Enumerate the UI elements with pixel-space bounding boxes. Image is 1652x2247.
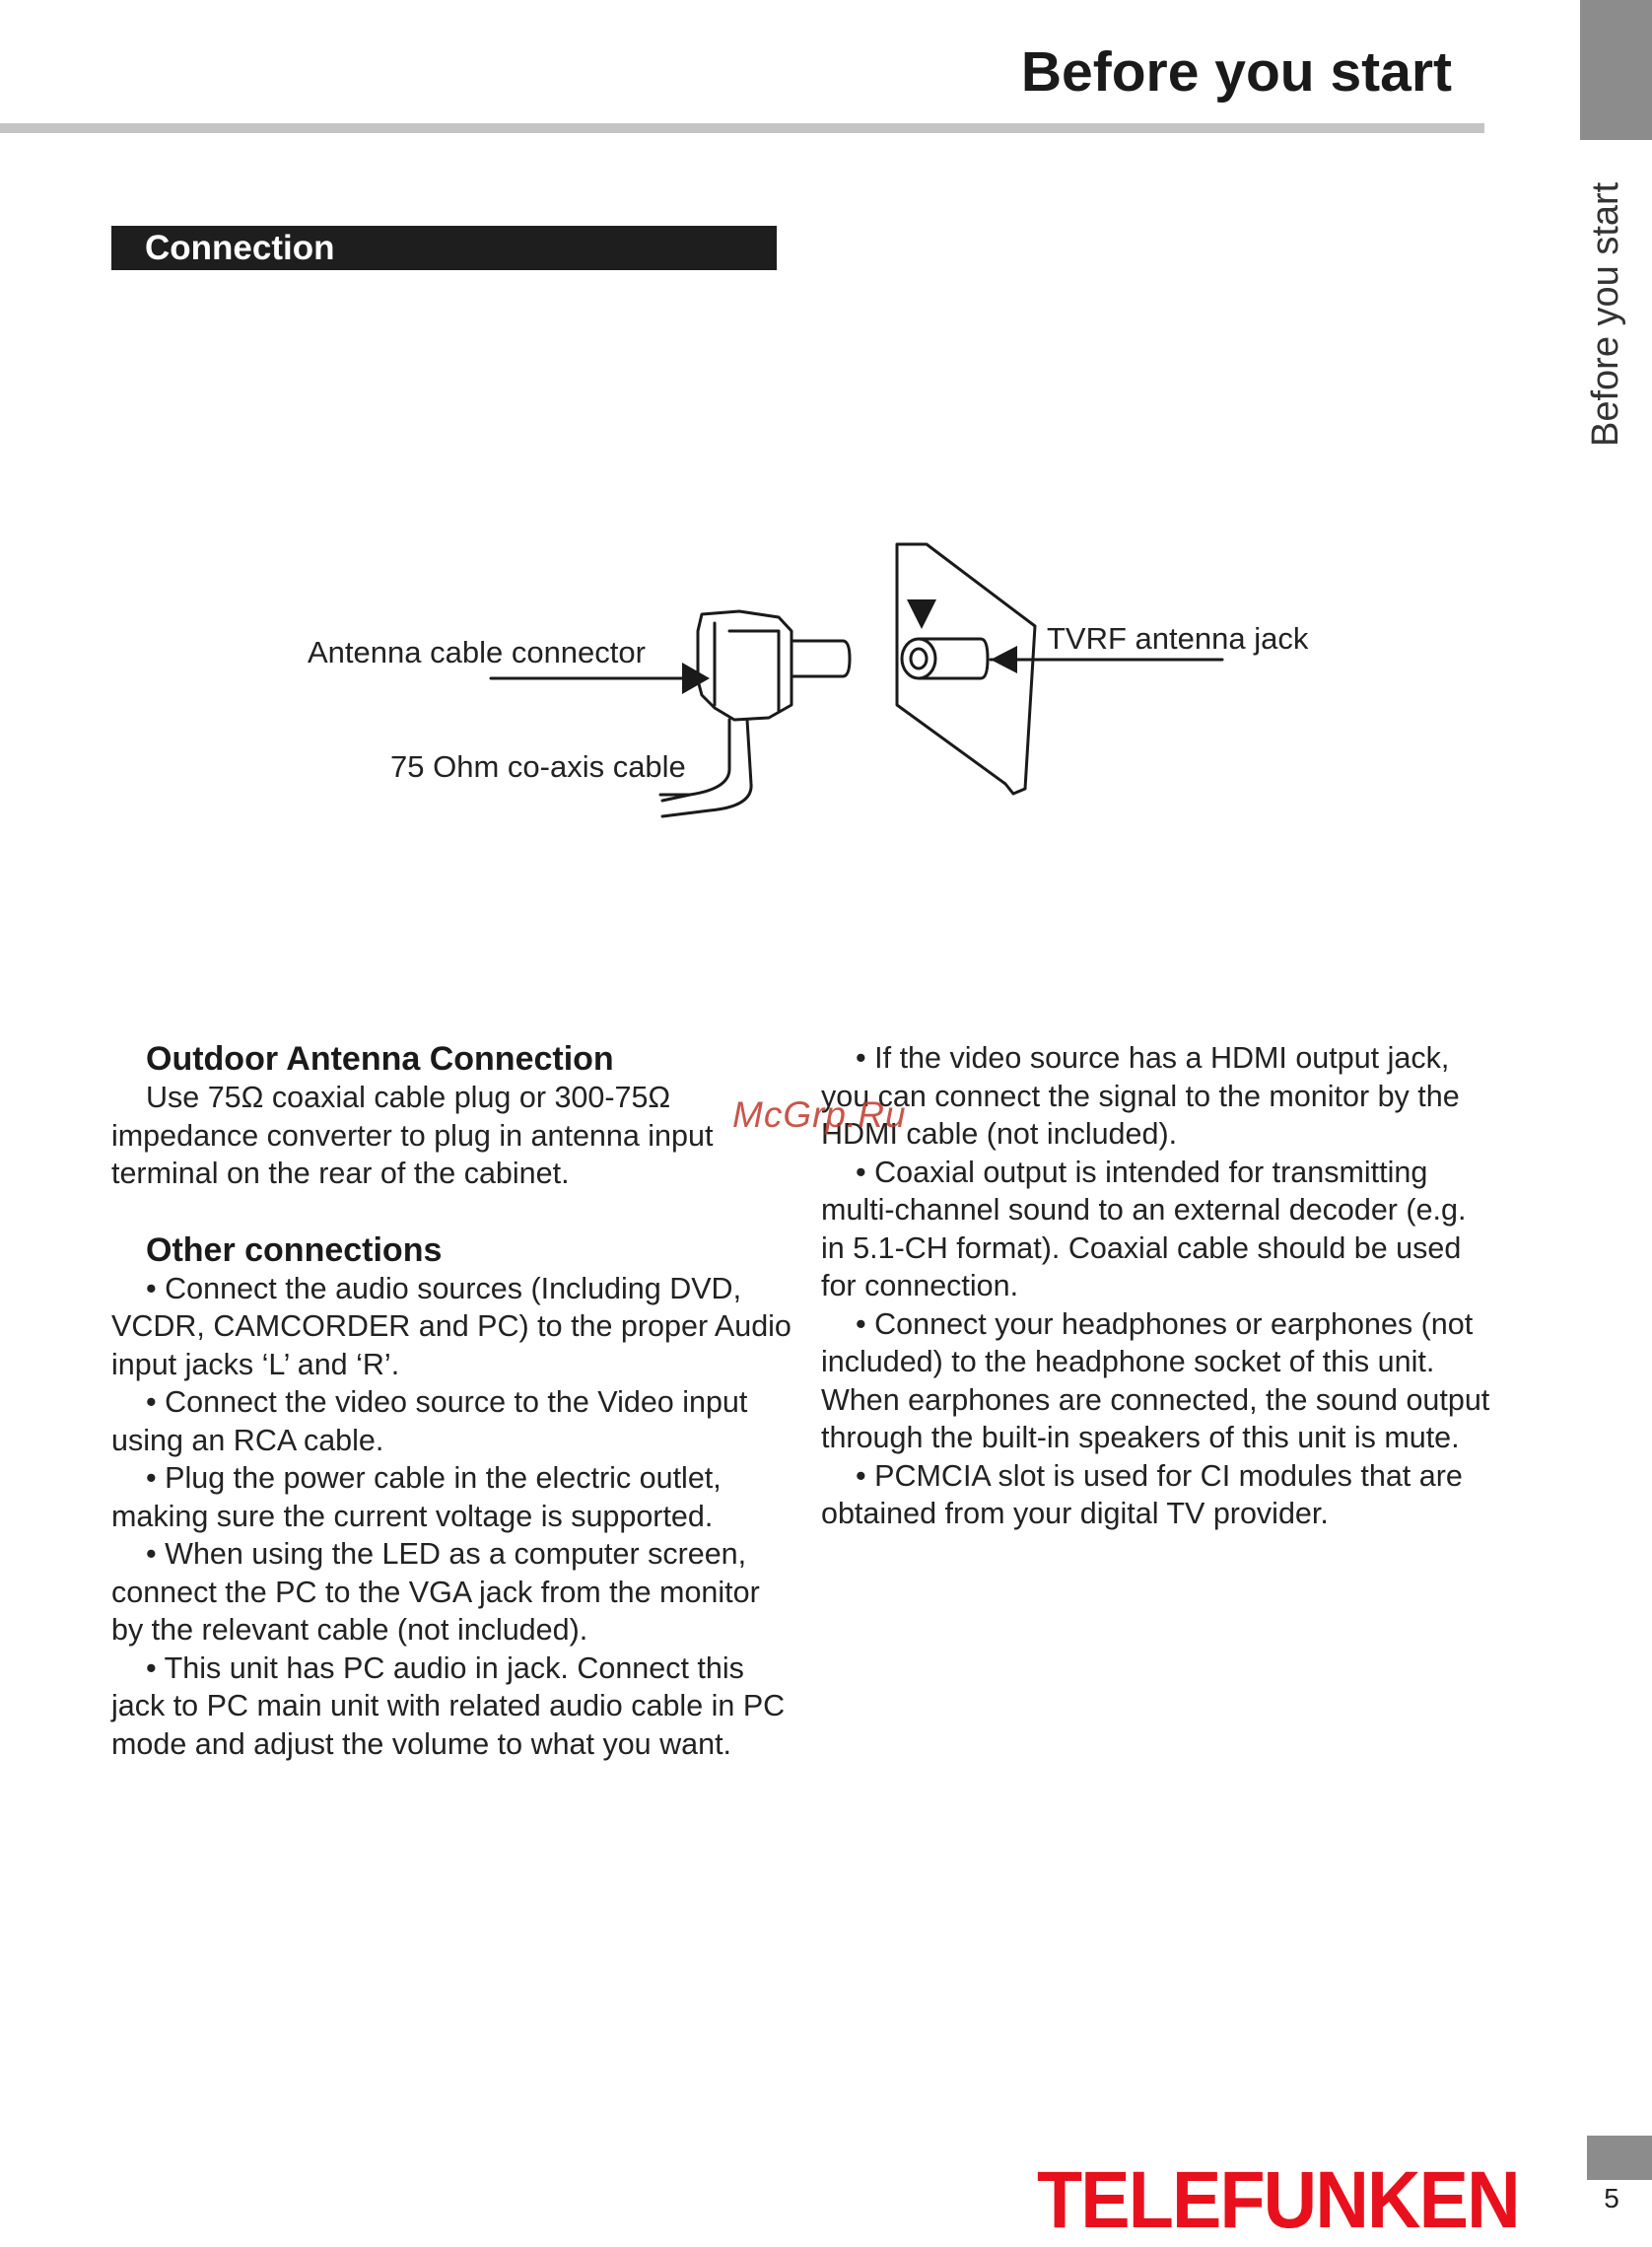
outdoor-antenna-heading: Outdoor Antenna Connection — [146, 1040, 614, 1078]
list-item: • Plug the power cable in the electric outlet, making sure the current voltage is supported. — [111, 1461, 722, 1533]
connector-pin — [792, 641, 850, 676]
connector-shading — [715, 623, 779, 712]
connector-arrow — [682, 663, 710, 694]
page-title: Before you start — [1020, 40, 1452, 104]
left-column — [111, 1039, 792, 1763]
list-item: • If the video source has a HDMI output jack, you can connect the signal to the monitor by the HDMI cable (not included). — [821, 1041, 1460, 1151]
list-item: • This unit has PC audio in jack. Connect this jack to PC main unit with related audio cable in PC mode and adjust the volume to what you want. — [111, 1650, 786, 1761]
list-item: • When using the LED as a computer screen, connect the PC to the VGA jack from the monitor by the relevant cable (not included). — [111, 1537, 760, 1647]
list-item: • Coaxial output is intended for transmitting multi-channel sound to an external decoder (e.g. in 5.1-CH format). Coaxial cable should be used for connection. — [821, 1155, 1467, 1302]
other-connections-heading: Other connections — [146, 1230, 443, 1269]
cable-label: 75 Ohm co-axis cable — [390, 749, 686, 784]
connector-label: Antenna cable connector — [308, 635, 646, 669]
list-item: • PCMCIA slot is used for CI modules that are obtained from your digital TV provider. — [821, 1458, 1463, 1530]
watermark: McGrp.Ru — [732, 1094, 907, 1135]
right-column — [821, 1039, 1491, 1533]
list-item: • Connect your headphones or earphones (not included) to the headphone socket of this unit. When earphones are connected, the sound output through the built-in speakers of this unit is mute. — [821, 1306, 1490, 1454]
side-tab-label: Before you start — [1585, 181, 1626, 447]
list-item: • Connect the audio sources (Including DVD, VCDR, CAMCORDER and PC) to the proper Audio input jacks ‘L’ and ‘R’. — [111, 1271, 792, 1381]
jack-arrow — [991, 646, 1017, 673]
outdoor-antenna-text: Use 75Ω coaxial cable plug or 300-75Ω impedance converter to plug in antenna input terminal on the rear of the cabinet. — [111, 1081, 714, 1190]
antenna-jack — [902, 639, 935, 678]
list-item: • Connect the video source to the Video input using an RCA cable. — [111, 1385, 748, 1457]
section-title: Connection — [145, 229, 335, 267]
page-tab-marker — [1587, 2136, 1652, 2180]
page-number: 5 — [1604, 2183, 1619, 2213]
brand-logo: TELEFUNKEN — [1037, 2155, 1519, 2245]
jack-label: TVRF antenna jack — [1047, 621, 1309, 656]
jack-marker-arrow — [907, 599, 936, 629]
